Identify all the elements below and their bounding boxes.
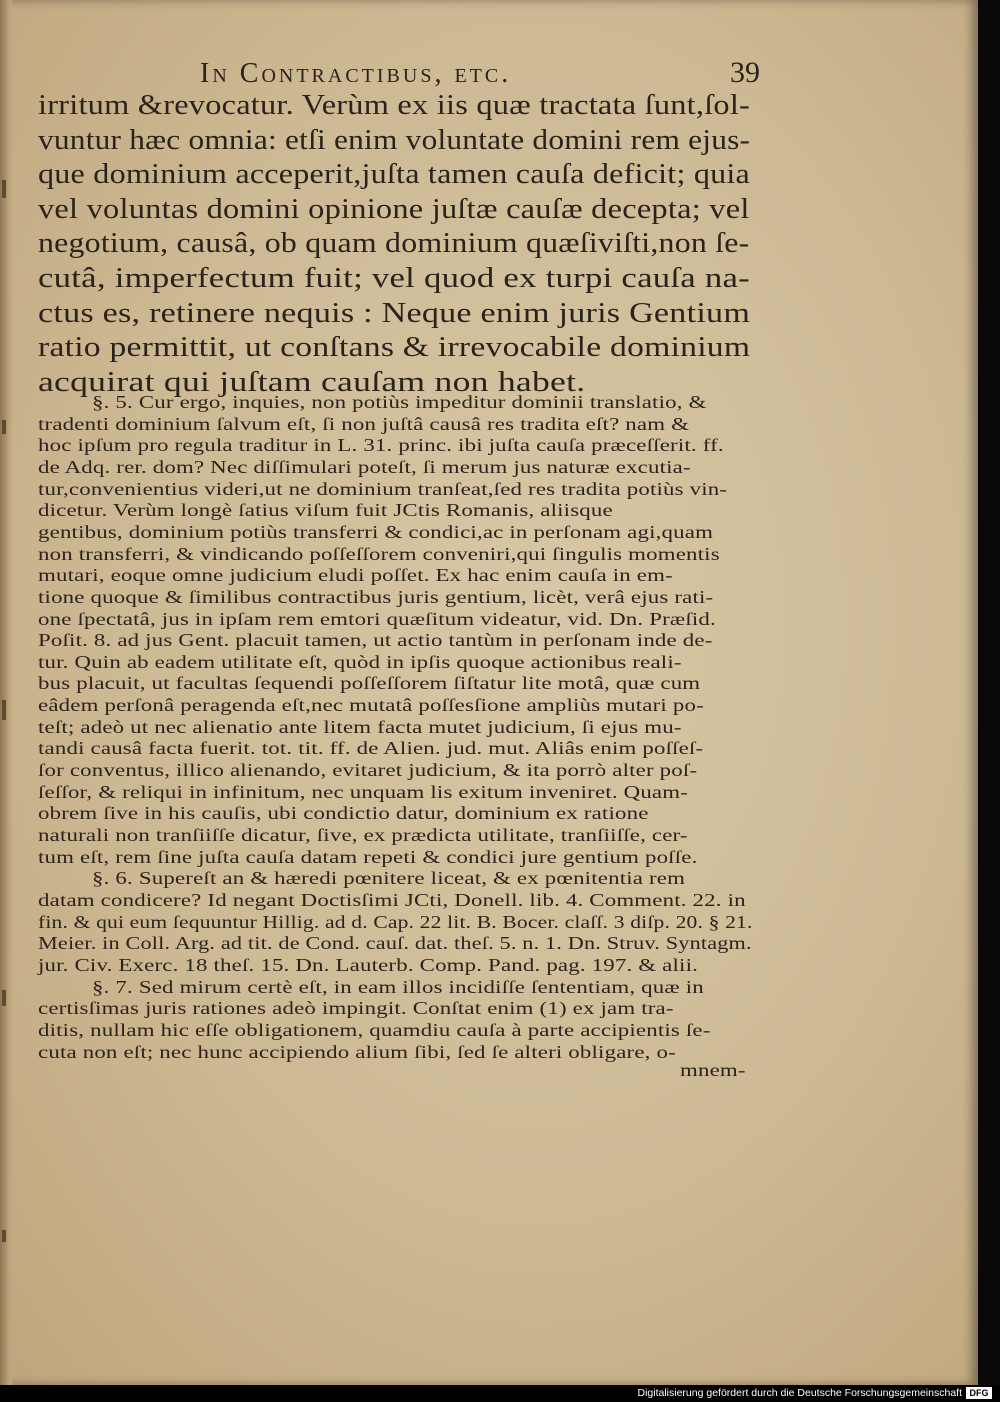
text-line-small: gentibus, dominium potiùs transferri & condici,ac in perſonam agi,quam: [38, 521, 714, 542]
text-line-small: Poſit. 8. ad jus Gent. placuit tamen, ut actio tantùm in perſonam inde de-: [38, 630, 713, 651]
text-line-large: vel voluntas domini opinione juſtæ cauſæ decepta; vel: [38, 193, 750, 225]
text-line-small: §. 5. Cur ergo, inquies, non potiùs impeditur dominii translatio, &: [92, 392, 707, 412]
text-line-large: vuntur hæc omnia: etſi enim voluntate domini rem ejus-: [38, 124, 751, 156]
text-line-small: jur. Civ. Exerc. 18 theſ. 15. Dn. Lauterb. Comp. Pand. pag. 197. & alii.: [38, 954, 699, 975]
text-line-small: Meier. in Coll. Arg. ad tit. de Cond. cauſ. dat. theſ. 5. n. 1. Dn. Struv. Syntagm.: [38, 933, 752, 954]
dfg-logo: DFG: [966, 1387, 992, 1399]
text-line-small: fin. & qui eum ſequuntur Hillig. ad d. Cap. 22 lit. B. Bocer. claſſ. 3 diſp. 20. § 21.: [38, 911, 753, 932]
text-line-small: one ſpectatâ, jus in ipſam rem emtori quæſitum videatur, vid. Dn. Præſid.: [38, 608, 716, 629]
text-line-small: hoc ipſum pro regula traditur in L. 31. princ. ibi juſta cauſa præceſſerit. ff.: [38, 435, 724, 456]
text-line-small: tur. Quin ab eadem utilitate eſt, quòd in ipſis quoque actionibus reali-: [38, 651, 682, 672]
text-line-small: obrem ſive in his cauſis, ubi condictio datur, dominium ex ratione: [38, 803, 649, 824]
text-line-small: ditis, nullam hic eſſe obligationem, quamdiu cauſa à parte accipientis ſe-: [38, 1019, 711, 1040]
catchword: mnem-: [680, 1060, 746, 1081]
text-line-small: dicetur. Verùm longè ſatius viſum fuit JCtis Romanis, aliisque: [38, 500, 613, 521]
text-line-small: certisſimas juris rationes adeò impingit. Conſtat enim (1) ex jam tra-: [38, 998, 674, 1019]
text-line-small: ſeſſor, & reliqui in infinitum, nec unquam lis exitum inveniret. Quam-: [38, 781, 689, 802]
digitization-credit: Digitalisierung gefördert durch die Deutsche Forschungsgemeinschaft: [637, 1387, 962, 1399]
text-line-small: tum eſt, rem ſine juſta cauſa datam repeti & condici jure gentium poſſe.: [38, 846, 698, 867]
text-line-large: acquirat qui juſtam cauſam non habet.: [38, 366, 586, 398]
text-line-large: cutâ, imperfectum fuit; vel quod ex turpi cauſa na-: [38, 263, 750, 294]
text-line-small: teſt; adeò ut nec alienatio ante litem facta mutet judicium, ſi ejus mu-: [38, 716, 682, 737]
text-line-small: cuta non eſt; nec hunc accipiendo alium ſibi, ſed ſe alteri obligare, o-: [38, 1041, 676, 1062]
text-line-small: non transferri, & vindicando poſſeſſorem conveniri,qui ſingulis momentis: [38, 543, 720, 564]
text-line-small: tione quoque & ſimilibus contractibus juris gentium, licèt, verâ ejus rati-: [38, 586, 714, 607]
text-line-small: datam condicere? Id negant Doctisſimi JCti, Donell. lib. 4. Comment. 22. in: [38, 889, 746, 910]
text-line-small: §. 6. Supereſt an & hæredi pœnitere liceat, & ex pœnitentia rem: [92, 868, 686, 889]
text-line-small: §. 7. Sed mirum certè eſt, in eam illos incidiſſe ſententiam, quæ in: [92, 976, 704, 997]
text-line-small: ſor conventus, illico alienando, evitaret judicium, & ita porrò alter poſ-: [38, 760, 698, 781]
text-line-small: de Adq. rer. dom? Nec diſſimulari poteſt, ſi merum jus naturæ excutia-: [38, 456, 691, 477]
text-line-large: negotium, causâ, ob quam dominium quæſiviſti,non ſe-: [38, 228, 750, 260]
text-line-large: que dominium acceperit,juſta tamen cauſa deficit; quia: [38, 159, 751, 191]
text-line-small: tandi causâ facta fuerit. tot. tit. ff. de Alien. jud. mut. Aliâs enim poſſeſ-: [38, 738, 704, 759]
running-title: In Contractibus, etc.: [200, 58, 512, 89]
text-line-small: naturali non tranſiiſſe dicatur, ſive, ex prædicta utilitate, tranſiiſſe, cer-: [38, 825, 688, 845]
text-line-small: tur,convenientius videri,ut ne dominium tranſeat,ſed res tradita potiùs vin-: [38, 478, 728, 499]
footer-bar: [0, 1385, 1000, 1402]
text-line-large: irritum &revocatur. Verùm ex iis quæ tractata ſunt,ſol-: [38, 90, 751, 121]
text-line-small: bus placuit, ut facultas ſequendi poſſeſſorem ſiſtatur lite motâ, quæ cum: [38, 673, 701, 694]
text-line-small: tradenti dominium ſalvum eſt, ſi non juſtâ causâ res tradita eſt? nam &: [38, 413, 690, 434]
text-line-small: eâdem perſonâ peragenda eſt,nec mutatâ poſſesſione ampliùs mutari po-: [38, 695, 704, 716]
text-line-large: ratio permittit, ut conſtans & irrevocabile dominium: [38, 332, 751, 364]
page-number: 39: [730, 56, 760, 89]
text-line-small: mutari, eoque omne judicium eludi poſſet. Ex hac enim cauſa in em-: [38, 565, 673, 586]
text-line-large: ctus es, retinere nequis : Neque enim juris Gentium: [38, 297, 751, 329]
